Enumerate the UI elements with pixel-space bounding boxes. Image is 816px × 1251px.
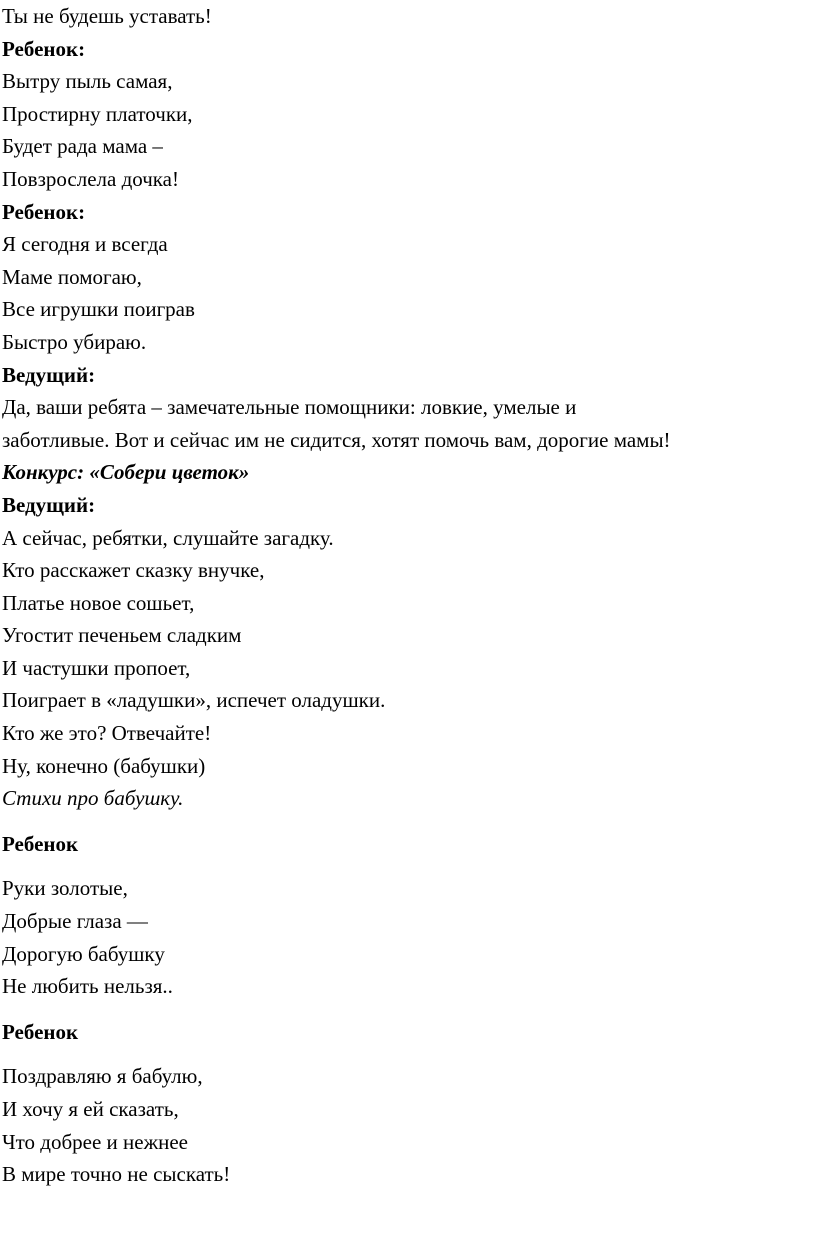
poem-line: Платье новое сошьет, <box>2 590 195 615</box>
contest-title: Конкурс: «Собери цветок» <box>2 460 250 485</box>
poem-line: В мире точно не сыскать! <box>2 1162 231 1187</box>
section-note: Стихи про бабушку. <box>2 786 184 811</box>
poem-line: Ну, конечно (бабушки) <box>2 753 206 778</box>
poem-line: Будет рада мама – <box>2 134 163 159</box>
poem-line: Поздравляю я бабулю, <box>2 1064 203 1089</box>
poem-line: Быстро убираю. <box>2 329 147 354</box>
speaker-label: Ведущий: <box>2 362 96 387</box>
speaker-label: Ведущий: <box>2 492 96 517</box>
poem-line: Вытру пыль самая, <box>2 69 173 94</box>
poem-line: Руки золотые, <box>2 876 128 901</box>
speaker-label: Ребенок: <box>2 36 86 61</box>
text-line: Ты не будешь уставать! <box>2 4 212 28</box>
text-line: Да, ваши ребята – замечательные помощники: ловкие, умелые и <box>2 395 577 420</box>
poem-line: Простирну платочки, <box>2 101 193 126</box>
speaker-label: Ребенок: <box>2 199 86 224</box>
text-line: А сейчас, ребятки, слушайте загадку. <box>2 525 334 550</box>
speaker-heading: Ребенок <box>2 1019 79 1044</box>
poem-line: Что добрее и нежнее <box>2 1129 188 1154</box>
poem-line: Поиграет в «ладушки», испечет оладушки. <box>2 688 386 713</box>
poem-line: И хочу я ей сказать, <box>2 1097 179 1121</box>
poem-line: Кто расскажет сказку внучке, <box>2 558 265 583</box>
poem-line: Угостит печеньем сладким <box>2 623 242 648</box>
text-line: заботливые. Вот и сейчас им не сидится, хотят помочь вам, дорогие мамы! <box>2 427 671 452</box>
poem-line: Я сегодня и всегда <box>2 232 168 257</box>
document-page <box>2 0 814 1191</box>
poem-line: Кто же это? Отвечайте! <box>2 721 212 746</box>
poem-line: Дорогую бабушку <box>2 941 165 966</box>
poem-line: Маме помогаю, <box>2 264 142 289</box>
poem-line: Добрые глаза — <box>2 909 148 934</box>
speaker-heading: Ребенок <box>2 831 79 856</box>
poem-line: Все игрушки поиграв <box>2 297 195 322</box>
poem-line: Повзрослела дочка! <box>2 166 179 191</box>
poem-line: Не любить нельзя.. <box>2 974 173 999</box>
poem-line: И частушки пропоет, <box>2 655 191 680</box>
